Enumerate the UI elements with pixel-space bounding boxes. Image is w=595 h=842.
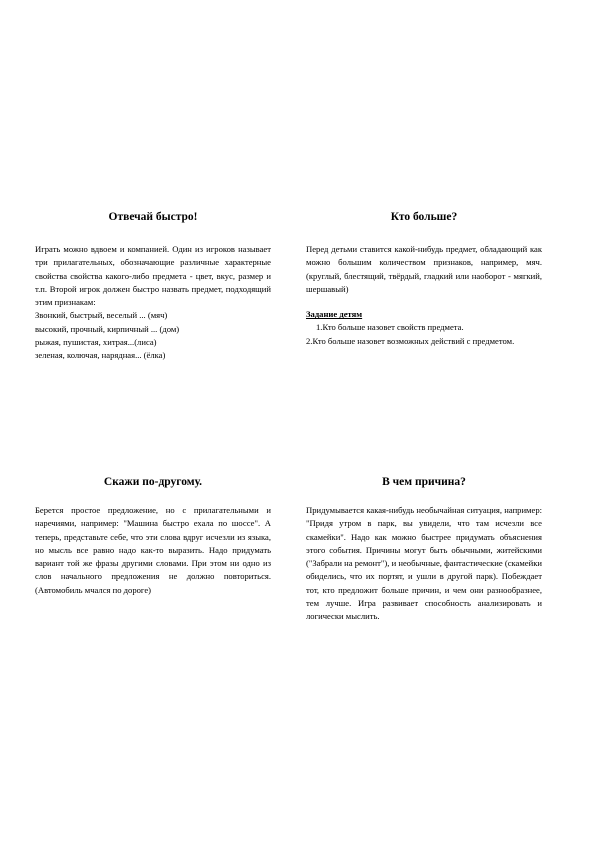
example-line: зеленая, колючая, нарядная... (ёлка) [35,350,166,361]
card-body [306,504,542,624]
card-what-reason [306,476,542,624]
task-line: 2.Кто больше назовет возможных действий с предметом. [306,335,515,346]
card-description: Придумывается какая-нибудь необычайная ситуация, например: "Придя утром в парк, вы увидели, что там исчезли все скамейки". Надо как можно быстрее придумать объяснения этого события. Причины могут быть обычными, житейскими ("Забрали на ремонт"), и необычные, фантастические (скамейки обиделись, что их портят, и ушли в другой парк). Побеждает тот, кто предложит больше причин, и чем они разнообразнее, тем лучше. Игра развивает способность анализировать и логически мыслить. [306,505,542,622]
card-say-differently [35,476,271,597]
card-title: В чем причина? [382,476,466,488]
card-body [35,504,271,597]
task-line: 1.Кто больше назовет свойств предмета. [316,322,464,333]
card-description: Берется простое предложение, но с прилагательными и наречиями, например: "Машина быстро ехала по шоссе". А теперь, представьте себе, что эти слова вдруг исчезли из языка, но мысль все равно надо как-то выразить. Надо придумать вариант той же фразы другими словами. При этом ни одно из слов начального предложения не должно повториться. (Автомобиль мчался по дороге) [35,505,271,595]
example-line: рыжая, пушистая, хитрая...(лиса) [35,337,157,348]
card-description: Играть можно вдвоем и компанией. Один из игроков называет три прилагательных, обозначающие различные характерные свойства свойства какого-либо предмета - цвет, вкус, размер и т.п. Второй игрок должен быстро назвать предмет, подходящий этим признакам: [35,244,271,308]
card-title: Скажи по-другому. [103,476,203,488]
card-title: Отвечай быстро! [108,211,198,223]
example-line: высокий, прочный, кирпичный ... (дом) [35,323,180,334]
example-line: Звонкий, быстрый, веселый ... (мяч) [35,310,168,321]
task-heading: Задание детям [306,309,363,320]
card-description: Перед детьми ставится какой-нибудь предмет, обладающий как можно большим количеством признаков, например, мяч. (круглый, блестящий, твёрдый, гладкий или наоборот - мягкий, шершавый) [306,244,542,294]
card-answer-quickly [35,211,271,363]
card-who-more [306,211,542,348]
card-body [35,243,271,363]
card-title: Кто больше? [390,211,458,223]
card-body [306,243,542,348]
